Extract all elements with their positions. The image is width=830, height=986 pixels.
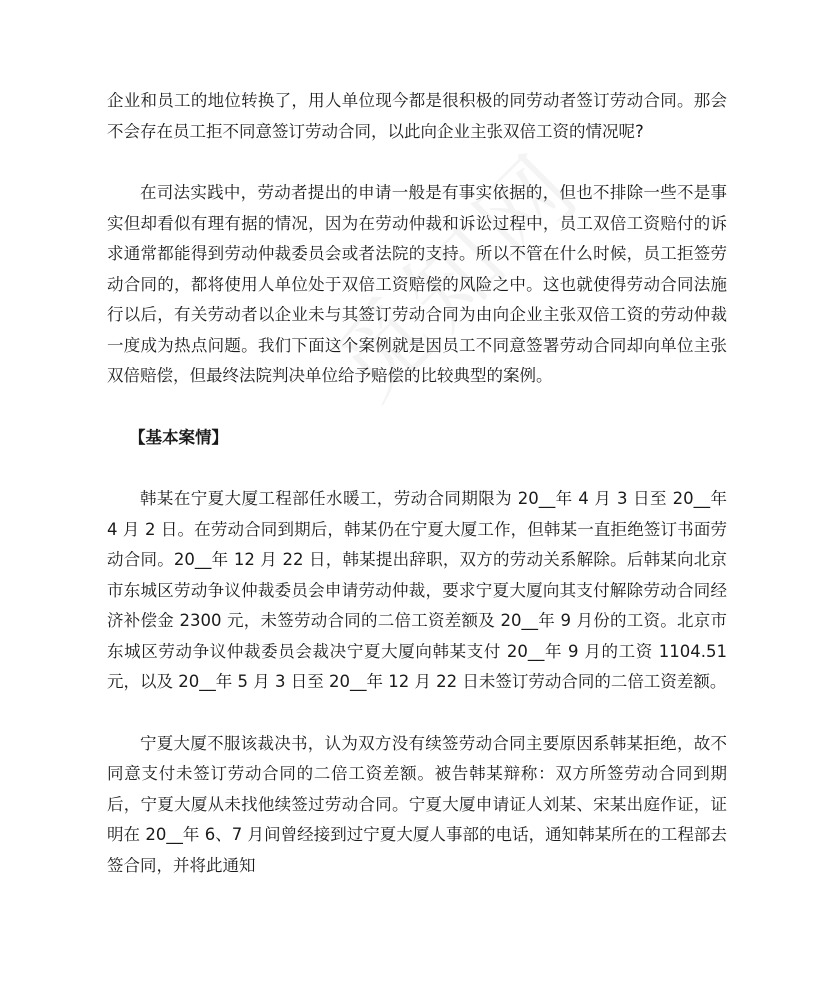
paragraph-intro: 企业和员工的地位转换了，用人单位现今都是很积极的同劳动者签订劳动合同。那会不会存在员工拒不同意签订劳动合同，以此向企业主张双倍工资的情况呢? [107, 91, 727, 141]
paragraph-judicial-practice: 在司法实践中，劳动者提出的申请一般是有事实依据的，但也不排除一些不是事实但却看似有理有据的情况，因为在劳动仲裁和诉讼过程中，员工双倍工资赔付的诉求通常都能得到劳动仲裁委员会或者法院的支持。所以不管在什么时候，员工拒签劳动合同的，都将使用人单位处于双倍工资赔偿的风险之中。这也就使得劳动合同法施行以后，有关劳动者以企业未与其签订劳动合同为由向企业主张双倍工资的劳动仲裁一度成为热点问题。我们下面这个案例就是因员工不同意签署劳动合同却向单位主张双倍赔偿，但最终法院判决单位给予赔偿的比较典型的案例。 [107, 183, 727, 385]
document-body [107, 86, 727, 912]
paragraph-case-facts: 韩某在宁夏大厦工程部任水暖工，劳动合同期限为 20__年 4 月 3 日至 20__年 4 月 2 日。在劳动合同到期后，韩某仍在宁夏大厦工作，但韩某一直拒绝签订书面劳动合同。20__年 12 月 22 日，韩某提出辞职，双方的劳动关系解除。后韩某向北京市东城区劳动争议仲裁委员会申请劳动仲裁，要求宁夏大厦向其支付解除劳动合同经济补偿金 2300 元，未签劳动合同的二倍工资差额及 20__年 9 月份的工资。北京市东城区劳动争议仲裁委员会裁决宁夏大厦向韩某支付 20__年 9 月的工资 1104.51 元，以及 20__年 5 月 3 日至 20__年 12 月 22 日未签订劳动合同的二倍工资差额。 [107, 489, 727, 691]
section-heading: 【基本案情】 [129, 427, 228, 447]
paragraph-case-dispute: 宁夏大厦不服该裁决书，认为双方没有续签劳动合同主要原因系韩某拒绝，故不同意支付未签订劳动合同的二倍工资差额。被告韩某辩称：双方所签劳动合同到期后，宁夏大厦从未找他续签过劳动合同。宁夏大厦申请证人刘某、宋某出庭作证，证明在 20__年 6、7 月间曾经接到过宁夏大厦人事部的电话，通知韩某所在的工程部去签合同，并将此通知 [107, 733, 727, 875]
